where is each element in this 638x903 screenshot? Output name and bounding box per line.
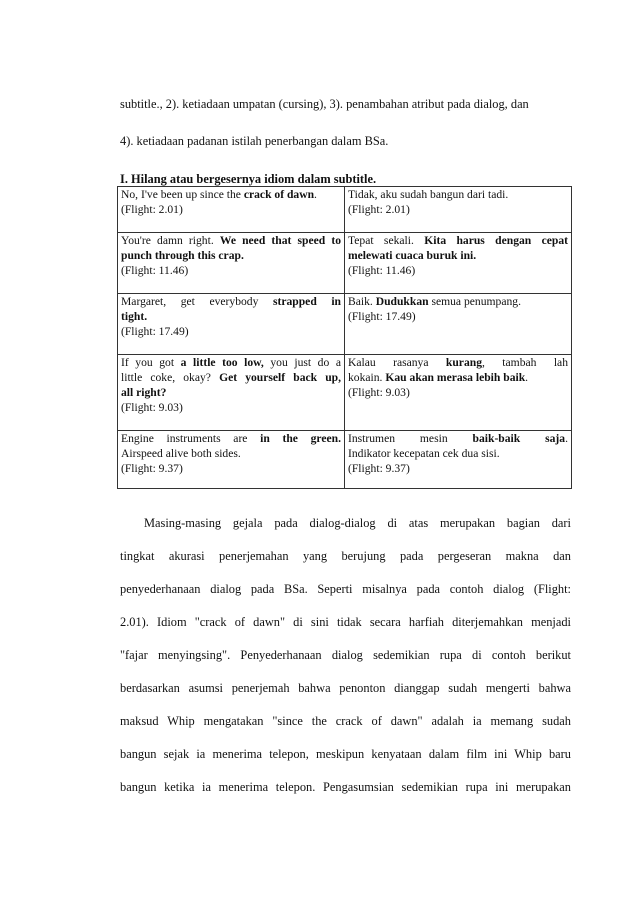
citation <box>121 324 341 339</box>
body-line-8: bangun sejak ia menerima telepon, meskipun kenyataan dalam film ini Whip baru <box>120 747 571 761</box>
body-line-2: tingkat akurasi penerjemahan yang berujung pada pergeseran makna dan <box>120 549 571 563</box>
source-dialog-cell <box>118 355 345 431</box>
dialog-line <box>121 248 341 263</box>
text-segment: Tepat sekali. <box>348 234 425 247</box>
text-segment: (Flight: 2.01) <box>121 203 183 216</box>
highlighted-phrase: melewati cuaca buruk ini. <box>348 249 477 262</box>
highlighted-phrase: in the green. <box>260 432 341 445</box>
text-segment: , tambah lah <box>482 356 568 369</box>
dialog-line <box>348 446 568 461</box>
citation <box>121 263 341 278</box>
citation <box>348 309 568 324</box>
highlighted-phrase: tight. <box>121 310 148 323</box>
table-row <box>118 233 572 294</box>
dialog-line <box>121 446 341 461</box>
text-segment: . <box>565 432 569 445</box>
table-row <box>118 294 572 355</box>
text-segment: (Flight: 9.03) <box>348 386 410 399</box>
body-line-5: "fajar menyingsing". Penyederhanaan dialog sedemikian rupa di contoh berikut <box>120 648 571 662</box>
dialog-line <box>121 187 341 202</box>
target-subtitle-cell <box>345 187 572 233</box>
text-segment: Engine instruments are <box>121 432 261 445</box>
dialog-line <box>121 294 341 309</box>
highlighted-phrase: a little too low, <box>180 356 264 369</box>
text-segment: semua penumpang. <box>428 295 521 308</box>
text-segment: If you got <box>121 356 181 369</box>
highlighted-phrase: all right? <box>121 386 167 399</box>
target-subtitle-cell <box>345 431 572 489</box>
dialog-line <box>121 233 341 248</box>
section-heading: I. Hilang atau bergesernya idiom dalam subtitle. <box>120 172 377 186</box>
body-line-4: 2.01). Idiom "crack of dawn" di sini tidak secara harfiah diterjemahkan menjadi <box>120 615 571 629</box>
text-segment: (Flight: 9.03) <box>121 401 183 414</box>
highlighted-phrase: Dudukkan <box>375 295 429 308</box>
intro-line-2: 4). ketiadaan padanan istilah penerbangan dalam BSa. <box>120 134 389 148</box>
text-segment: . <box>525 371 529 384</box>
body-line-9: bangun ketika ia menerima telepon. Pengasumsian sedemikian rupa ini merupakan <box>120 780 571 794</box>
highlighted-phrase: Kita harus dengan cepat <box>424 234 568 247</box>
text-segment: Airspeed alive both sides. <box>121 447 241 460</box>
source-dialog-cell <box>118 233 345 294</box>
intro-line-1: subtitle., 2). ketiadaan umpatan (cursing), 3). penambahan atribut pada dialog, dan <box>120 97 529 111</box>
text-segment: (Flight: 17.49) <box>348 310 416 323</box>
text-segment: You're damn right. <box>121 234 220 247</box>
text-segment: (Flight: 2.01) <box>348 203 410 216</box>
dialog-line <box>348 431 568 446</box>
text-segment: little coke, okay? <box>121 371 220 384</box>
source-dialog-cell <box>118 431 345 489</box>
dialog-line <box>121 385 341 400</box>
body-line-3: penyederhanaan dialog pada BSa. Seperti misalnya pada contoh dialog (Flight: <box>120 582 571 596</box>
highlighted-phrase: baik-baik saja <box>472 432 566 445</box>
text-segment: (Flight: 9.37) <box>348 462 410 475</box>
text-segment: No, I've been up since the <box>121 188 244 201</box>
text-segment: (Flight: 17.49) <box>121 325 189 338</box>
highlighted-phrase: We need that speed to <box>219 234 341 247</box>
dialog-line <box>348 248 568 263</box>
citation <box>348 461 568 476</box>
citation <box>348 385 568 400</box>
text-segment: Margaret, get everybody <box>121 295 273 308</box>
highlighted-phrase: punch through this crap. <box>121 249 244 262</box>
citation <box>121 461 341 476</box>
text-segment: (Flight: 11.46) <box>121 264 189 277</box>
text-segment: you just do a <box>263 356 341 369</box>
citation <box>348 202 568 217</box>
table-row <box>118 355 572 431</box>
text-segment: . <box>314 188 317 201</box>
target-subtitle-cell <box>345 233 572 294</box>
body-line-1: Masing-masing gejala pada dialog-dialog di atas merupakan bagian dari <box>144 516 571 530</box>
text-segment: Baik. <box>348 295 376 308</box>
table-row <box>118 431 572 489</box>
text-segment: Kalau rasanya <box>348 356 446 369</box>
highlighted-phrase: Get yourself back up, <box>219 371 341 384</box>
text-segment: Indikator kecepatan cek dua sisi. <box>348 447 500 460</box>
dialog-line <box>348 294 568 309</box>
citation <box>121 400 341 415</box>
body-line-6: berdasarkan asumsi penerjemah bahwa penonton dianggap sudah mengerti bahwa <box>120 681 571 695</box>
dialog-line <box>348 187 568 202</box>
text-segment: (Flight: 9.37) <box>121 462 183 475</box>
dialog-line <box>121 309 341 324</box>
citation <box>121 202 341 217</box>
source-dialog-cell <box>118 294 345 355</box>
dialog-line <box>348 370 568 385</box>
highlighted-phrase: crack of dawn <box>243 188 315 201</box>
dialog-line <box>348 233 568 248</box>
body-line-7: maksud Whip mengatakan "since the crack of dawn" adalah ia memang sudah <box>120 714 571 728</box>
target-subtitle-cell <box>345 355 572 431</box>
dialog-line <box>121 370 341 385</box>
highlighted-phrase: strapped in <box>272 295 342 308</box>
dialog-line <box>121 355 341 370</box>
dialog-line <box>348 355 568 370</box>
citation <box>348 263 568 278</box>
highlighted-phrase: Kau akan merasa lebih baik <box>385 371 526 384</box>
text-segment: Instrumen mesin <box>348 432 473 445</box>
dialog-line <box>121 431 341 446</box>
text-segment: Tidak, aku sudah bangun dari tadi. <box>348 188 509 201</box>
highlighted-phrase: kurang <box>445 356 482 369</box>
target-subtitle-cell <box>345 294 572 355</box>
table-row <box>118 187 572 233</box>
subtitle-comparison-table <box>117 186 572 489</box>
text-segment: kokain. <box>348 371 386 384</box>
text-segment: (Flight: 11.46) <box>348 264 416 277</box>
source-dialog-cell <box>118 187 345 233</box>
